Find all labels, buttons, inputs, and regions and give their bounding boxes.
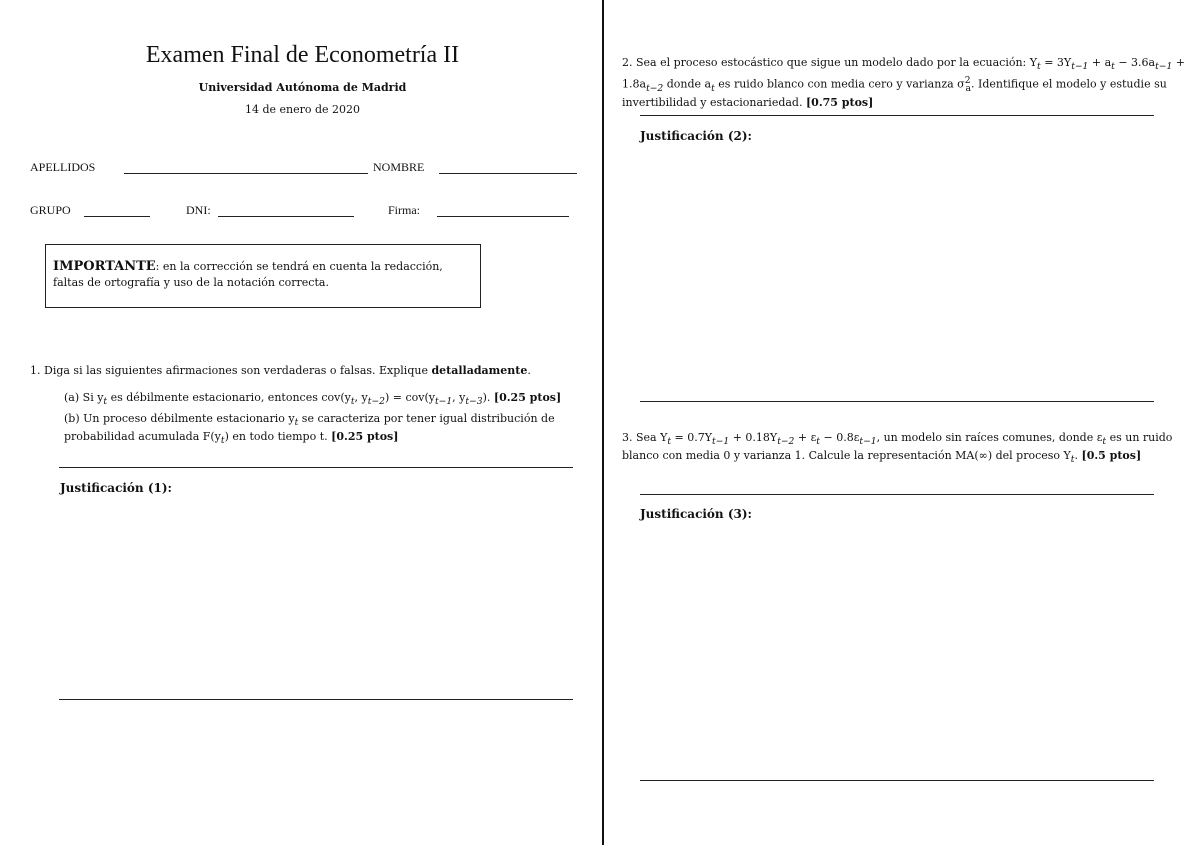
important-label: IMPORTANTE <box>53 259 156 274</box>
question-2-text-2: = 3Y <box>1040 56 1072 69</box>
question-3-text-5: − 0.8ε <box>819 431 860 444</box>
item-b-text: Un proceso débilmente estacionario y <box>83 412 295 425</box>
item-a-text-6: ). <box>482 391 491 404</box>
nombre-field[interactable] <box>439 173 577 174</box>
question-1b: (b) Un proceso débilmente estacionario $y_t$ se caracteriza por tener igual distribución de probabilidad acumulada $F(y_t)$ en todo tiempo t. [0.25 ptos] <box>64 412 555 447</box>
question-2-text-4: − 3.6a <box>1114 56 1156 69</box>
question-1-end: . <box>527 364 531 377</box>
question-2-points: [0.75 ptos] <box>805 96 874 110</box>
question-3-text-7: es un ruido blanco con media 0 y varianza 1. Calcule la representación MA(∞) del proceso Y <box>622 431 1173 463</box>
item-a-label: (a) <box>64 391 80 404</box>
university-name: Universidad Autónoma de Madrid <box>198 81 407 94</box>
question-1-emphasis: detalladamente <box>431 364 528 377</box>
question-3-text-8: . <box>1074 449 1078 463</box>
nombre-label: NOMBRE <box>373 160 425 174</box>
justification-2-label: Justificación (2): <box>640 129 752 143</box>
divider-line <box>640 780 1154 781</box>
item-a-text-3: , y <box>354 391 368 404</box>
item-b-text-3: ) en todo tiempo t. <box>224 430 328 444</box>
apellidos-label: APELLIDOS <box>30 160 96 174</box>
question-2-text-5: + 1.8a <box>622 56 1186 91</box>
question-3: 3. Sea $Y_t = 0.7Y_{t-1} + 0.18Y_{t-2} + \varepsilon_t - 0.8\varepsilon_{t-1}$, un modelo sin raíces comunes, donde $\varepsilon_t$ es un ruido blanco con media 0 y varianza 1. Calcule la representación MA(∞) del proceso $Y_t$. [0.5 ptos] <box>622 431 1173 466</box>
firma-field[interactable] <box>437 216 569 217</box>
item-a-text: Si y <box>82 391 104 404</box>
question-2-text-6: donde a <box>663 77 712 91</box>
item-b-label: (b) <box>64 412 80 425</box>
important-notice <box>45 244 481 308</box>
question-3-text-1: Sea Y <box>636 431 668 444</box>
divider-line <box>640 401 1154 402</box>
exam-title: Examen Final de Econometría II <box>145 42 460 68</box>
item-b-points: [0.25 ptos] <box>331 430 399 444</box>
dni-label: DNI: <box>186 203 211 217</box>
question-1a: (a) Si $y_t$ es débilmente estacionario, entonces $cov(y_t$, $y_{t-2}) = cov(y_{t-1}$, $y_{t-3}$). [0.25 ptos] <box>64 391 562 408</box>
item-a-text-2: es débilmente estacionario, entonces cov(y <box>107 391 351 404</box>
divider-line <box>640 115 1154 116</box>
exam-date: 14 de enero de 2020 <box>244 103 361 116</box>
question-2-text-7: es ruido blanco con media cero y varianza σ <box>714 77 965 91</box>
question-2-text-8: . Identifique el modelo y estudie su invertibilidad y estacionariedad. <box>622 77 1167 110</box>
question-1-text: Diga si las siguientes afirmaciones son verdaderas o falsas. Explique <box>44 364 428 377</box>
question-1-intro <box>30 364 595 378</box>
question-2-number: 2. <box>622 56 633 69</box>
question-2-text-3: + a <box>1088 56 1112 69</box>
firma-label: Firma: <box>388 203 420 217</box>
page-divider <box>602 0 604 845</box>
item-a-text-4: ) = cov(y <box>384 391 435 404</box>
question-2-text-1: Sea el proceso estocástico que sigue un modelo dado por la ecuación: Y <box>636 56 1038 69</box>
question-3-number: 3. <box>622 431 633 444</box>
divider-line <box>640 494 1154 495</box>
grupo-field[interactable] <box>84 216 150 217</box>
question-3-points: [0.5 ptos] <box>1081 449 1142 463</box>
question-3-text-3: + 0.18Y <box>729 431 778 444</box>
item-a-points: [0.25 ptos] <box>493 391 562 404</box>
divider-line <box>59 467 573 468</box>
divider-line <box>59 699 573 700</box>
question-2: 2. Sea el proceso estocástico que sigue un modelo dado por la ecuación: $Y_t = 3Y_{t-1} + a_t - 3.6a_{t-1} + 1.8a_{t-2}$ donde $a_t$ es ruido blanco con media cero y varianza $\sigma^2_a$. Identifique el modelo y estudie su invertibilidad y estacionariedad. [0.75 ptos] <box>622 56 1186 110</box>
justification-3-label: Justificación (3): <box>640 507 752 521</box>
important-text: : en la corrección se tendrá en cuenta la redacción, faltas de ortografía y uso de la notación correcta. <box>53 260 443 289</box>
dni-field[interactable] <box>218 216 354 217</box>
question-3-text-4: + ε <box>794 431 817 444</box>
item-b-text-2: se caracteriza por tener igual distribución de probabilidad acumulada F(y <box>64 412 555 444</box>
question-3-text-6: , un modelo sin raíces comunes, donde ε <box>876 431 1103 444</box>
justification-1-label: Justificación (1): <box>60 481 172 495</box>
apellidos-field[interactable] <box>124 173 368 174</box>
grupo-label: GRUPO <box>30 203 71 217</box>
question-1-number: 1. <box>30 364 41 377</box>
question-3-text-2: = 0.7Y <box>671 431 713 444</box>
item-a-text-5: , y <box>452 391 466 404</box>
